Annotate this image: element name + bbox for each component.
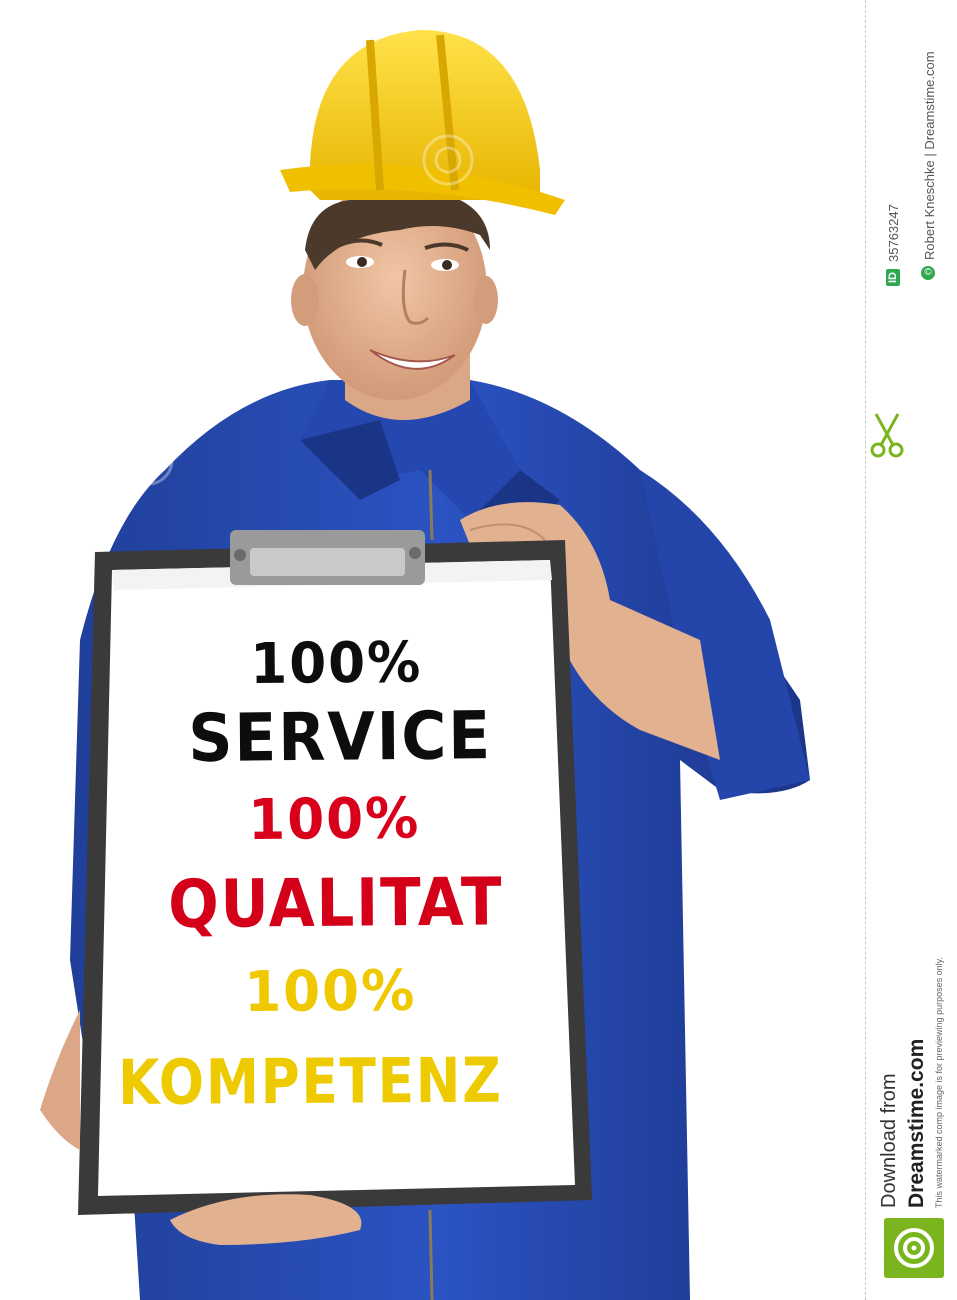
- sign-line-6: KOMPETENZ: [118, 1043, 503, 1119]
- id-badge: ID: [886, 269, 900, 286]
- sign-line-4: QUALITAT: [168, 863, 504, 943]
- sign-line-3: 100%: [248, 786, 421, 853]
- sign-line-1: 100%: [250, 630, 423, 697]
- photographer-credit: Robert Kneschke | Dreamstime.com: [922, 51, 937, 260]
- sign-line-5: 100%: [244, 958, 417, 1025]
- preview-disclaimer: This watermarked comp image is for previewing purposes only.: [934, 957, 944, 1208]
- brand-name: Dreamstime.com: [905, 1038, 928, 1208]
- download-from-label: Download from: [878, 1073, 900, 1208]
- scissors-icon: [868, 406, 908, 466]
- hard-hat: [280, 30, 565, 215]
- swirl-logo-icon: [884, 1218, 944, 1278]
- sign-line-2: SERVICE: [188, 697, 493, 777]
- image-id: 35763247: [886, 204, 901, 262]
- copyright-icon: ©: [921, 266, 935, 280]
- dreamstime-logo: [884, 1218, 944, 1278]
